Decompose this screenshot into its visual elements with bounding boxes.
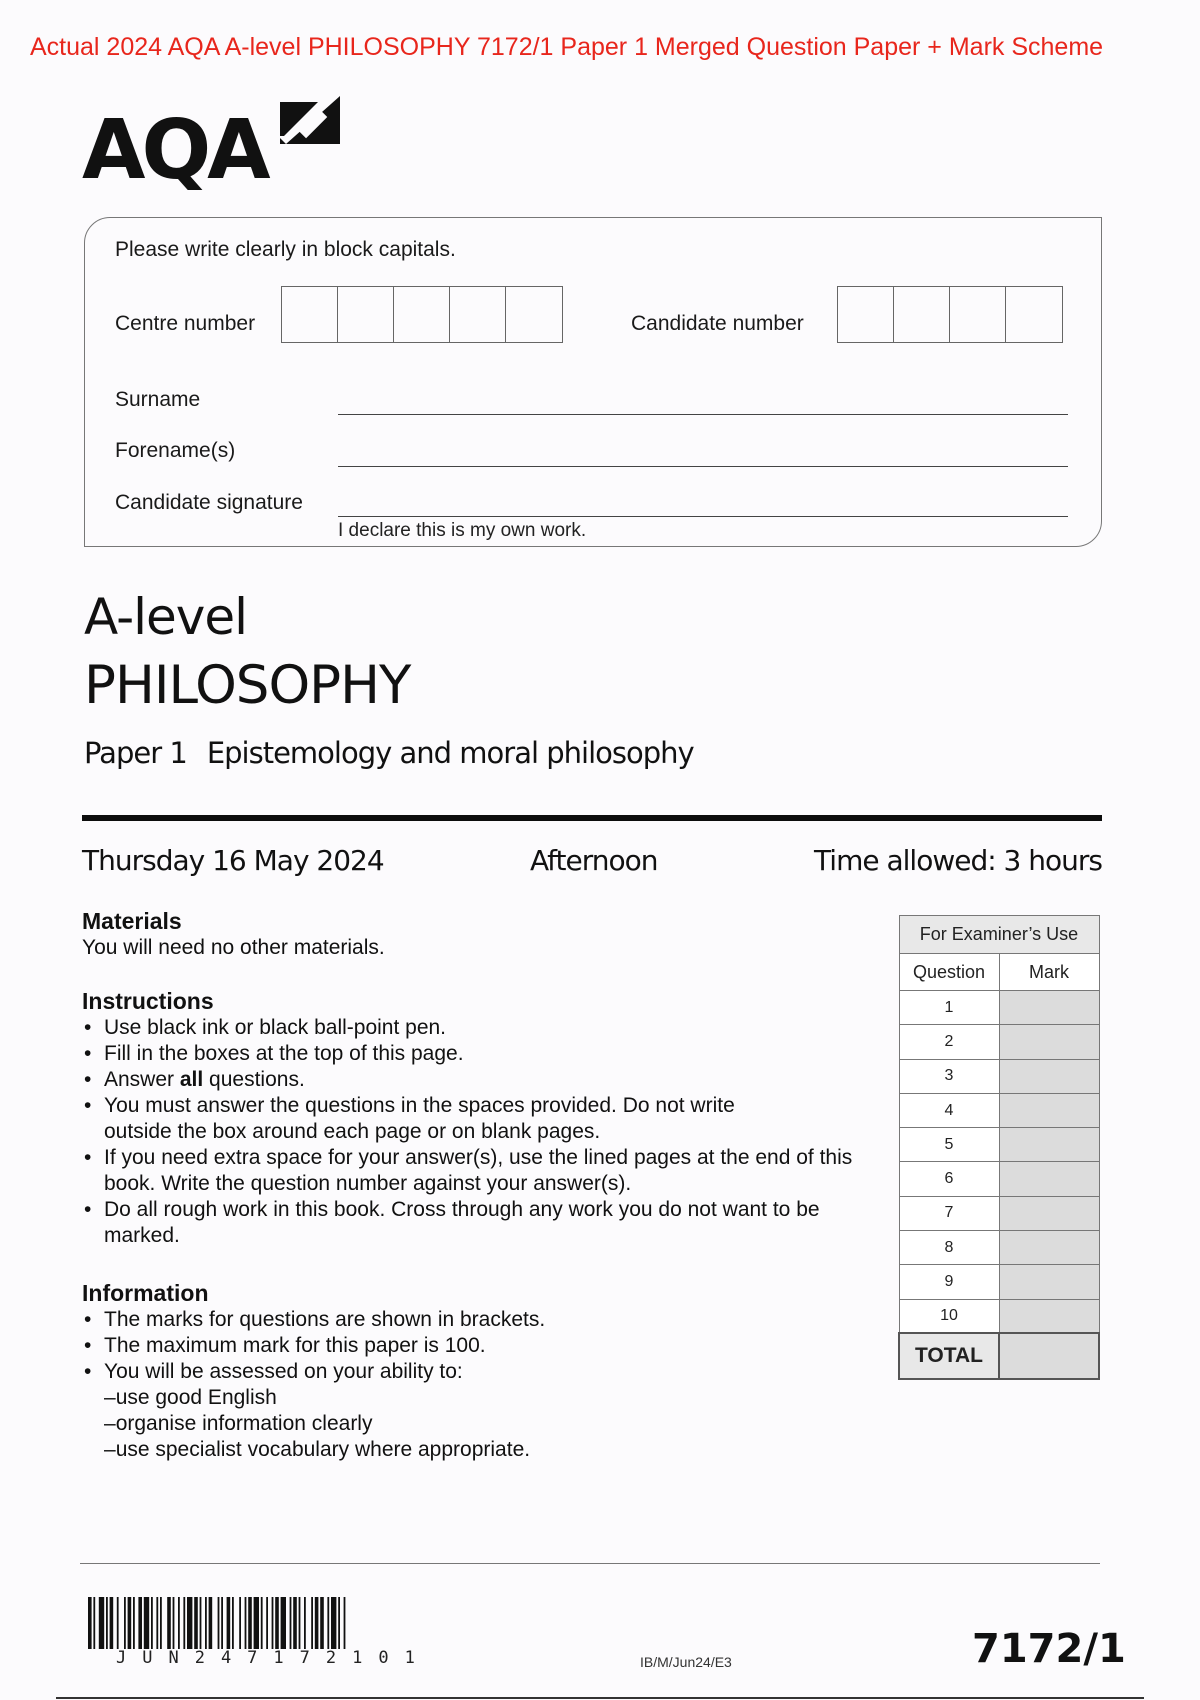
centre-number-digit-box[interactable]: [394, 287, 450, 342]
information-item: • The maximum mark for this paper is 100.: [82, 1333, 872, 1359]
forenames-line[interactable]: [338, 466, 1068, 467]
barcode-bar: [133, 1597, 135, 1649]
mark-cell: [999, 1059, 1099, 1093]
centre-number-boxes[interactable]: [281, 286, 563, 343]
mark-cell: [999, 1265, 1099, 1299]
question-number-cell: 8: [899, 1231, 999, 1265]
barcode-bar: [128, 1597, 132, 1649]
instruction-item: • Fill in the boxes at the top of this page.: [82, 1041, 872, 1067]
examiner-table-row: [899, 1196, 1099, 1230]
question-column-header: Question: [899, 954, 999, 991]
barcode-bar: [167, 1597, 171, 1649]
information-list: [82, 1307, 872, 1385]
assessment-criterion: – use good English: [104, 1385, 872, 1411]
mark-cell: [999, 1128, 1099, 1162]
qualification-level: A-level: [84, 588, 248, 646]
centre-number-label: Centre number: [115, 312, 256, 335]
barcode-bar: [178, 1597, 180, 1649]
question-number-cell: 2: [899, 1025, 999, 1059]
block-capitals-instruction: Please write clearly in block capitals.: [115, 238, 456, 261]
question-number-cell: 9: [899, 1265, 999, 1299]
barcode-bar: [344, 1597, 346, 1649]
barcode-bar: [151, 1597, 153, 1649]
signature-label: Candidate signature: [115, 491, 303, 514]
assessment-criteria-list: [82, 1385, 872, 1463]
barcode-bar: [156, 1597, 158, 1649]
mark-cell: [999, 1299, 1099, 1333]
barcode-bar: [106, 1597, 108, 1649]
question-number-cell: 7: [899, 1196, 999, 1230]
paper-number: Paper 1: [84, 736, 187, 770]
examiner-table-row: [899, 1128, 1099, 1162]
time-allowed: Time allowed: 3 hours: [814, 844, 1102, 877]
barcode-bar: [117, 1597, 119, 1649]
materials-text: You will need no other materials.: [82, 936, 385, 959]
barcode-bar: [261, 1597, 263, 1649]
instruction-item: • Answer all questions.: [82, 1067, 872, 1093]
instructions-heading: Instructions: [82, 988, 214, 1014]
barcode-bar: [338, 1597, 340, 1649]
barcode-bar: [88, 1597, 92, 1649]
examiner-table-row: [899, 1231, 1099, 1265]
barcode-bar: [290, 1597, 292, 1649]
bottom-rule: [56, 1697, 1144, 1699]
barcode-text: JUN247172101: [116, 1648, 431, 1668]
barcode-bar: [110, 1597, 114, 1649]
instruction-item: • You must answer the questions in the spaces provided. Do not write outside the box around each page or on blank pages.: [82, 1093, 804, 1145]
examiner-table-row: [899, 1059, 1099, 1093]
total-label: TOTAL: [899, 1333, 999, 1379]
barcode-bar: [315, 1597, 319, 1649]
barcode-bar: [311, 1597, 313, 1649]
barcode-bar: [299, 1597, 301, 1649]
examiner-table-row: [899, 1265, 1099, 1299]
barcode-bar: [275, 1597, 279, 1649]
barcode-bar: [99, 1597, 104, 1649]
exam-session: Afternoon: [530, 844, 658, 877]
information-section: [82, 1280, 872, 1463]
instructions-section: [82, 988, 872, 1249]
barcode-bar: [331, 1597, 336, 1649]
question-number-cell: 6: [899, 1162, 999, 1196]
instruction-item: • Use black ink or black ball-point pen.: [82, 1015, 872, 1041]
barcode-bar: [293, 1597, 297, 1649]
heading-rule: [82, 815, 1102, 821]
mark-column-header: Mark: [999, 954, 1099, 991]
barcode-bar: [93, 1597, 95, 1649]
barcode-bar: [124, 1597, 126, 1649]
forenames-label: Forename(s): [115, 439, 236, 462]
candidate-number-digit-box[interactable]: [838, 287, 894, 342]
mark-cell: [999, 991, 1099, 1025]
examiner-table-row: [899, 1162, 1099, 1196]
candidate-details-box: [84, 217, 1102, 547]
document-reference: IB/M/Jun24/E3: [640, 1654, 732, 1670]
question-number-cell: 1: [899, 991, 999, 1025]
examiner-table-title: For Examiner’s Use: [899, 916, 1099, 954]
candidate-number-digit-box[interactable]: [1006, 287, 1062, 342]
barcode-bar: [160, 1597, 162, 1649]
assessment-criterion: – use specialist vocabulary where appropriate.: [104, 1437, 872, 1463]
question-number-cell: 3: [899, 1059, 999, 1093]
total-mark-cell: [999, 1333, 1099, 1379]
barcode-bar: [144, 1597, 149, 1649]
centre-number-digit-box[interactable]: [450, 287, 506, 342]
candidate-number-digit-box[interactable]: [894, 287, 950, 342]
examiner-table-row: [899, 1093, 1099, 1127]
barcode-bar: [194, 1597, 198, 1649]
mark-cell: [999, 1231, 1099, 1265]
exam-date: Thursday 16 May 2024: [82, 844, 384, 877]
barcode-bar: [254, 1597, 259, 1649]
surname-line[interactable]: [338, 414, 1068, 415]
barcode-bar: [281, 1597, 286, 1649]
aqa-logo-text: AQA: [82, 103, 267, 190]
materials-section: [82, 908, 872, 961]
barcode-bar: [187, 1597, 192, 1649]
candidate-number-digit-box[interactable]: [950, 287, 1006, 342]
paper-title: [84, 736, 694, 770]
barcode-bar: [221, 1597, 223, 1649]
barcode-bar: [239, 1597, 241, 1649]
examiner-table-row: [899, 1025, 1099, 1059]
footer-rule: [80, 1563, 1100, 1564]
question-number-cell: 10: [899, 1299, 999, 1333]
subject-title: PHILOSOPHY: [84, 655, 411, 716]
barcode-bar: [218, 1597, 220, 1649]
barcode-bar: [245, 1597, 247, 1649]
surname-label: Surname: [115, 388, 201, 411]
assessment-criterion: – organise information clearly: [104, 1411, 872, 1437]
instruction-item: • If you need extra space for your answer(s), use the lined pages at the end of this book. Write the question number against your answer(s).: [82, 1145, 884, 1197]
paper-topic: Epistemology and moral philosophy: [206, 736, 694, 770]
mark-cell: [999, 1196, 1099, 1230]
barcode-bar: [266, 1597, 268, 1649]
barcode-bar: [173, 1597, 175, 1649]
barcode-bar: [200, 1597, 202, 1649]
barcode-bar: [232, 1597, 234, 1649]
barcode-bar: [304, 1597, 306, 1649]
barcode-bar: [138, 1597, 142, 1649]
information-item: • You will be assessed on your ability to:: [82, 1359, 872, 1385]
information-heading: Information: [82, 1280, 209, 1306]
mark-cell: [999, 1025, 1099, 1059]
centre-number-digit-box[interactable]: [282, 287, 338, 342]
barcode-bar: [209, 1597, 213, 1649]
examiner-table-row: [899, 1299, 1099, 1333]
barcode: [88, 1597, 472, 1649]
materials-heading: Materials: [82, 908, 182, 934]
aqa-logo: [82, 90, 352, 190]
information-item: • The marks for questions are shown in brackets.: [82, 1307, 872, 1333]
declaration-text: I declare this is my own work.: [338, 520, 587, 541]
mark-cell: [999, 1093, 1099, 1127]
barcode-bar: [205, 1597, 207, 1649]
candidate-number-label: Candidate number: [631, 312, 804, 335]
signature-line[interactable]: [338, 516, 1068, 517]
examiner-use-table: [898, 915, 1100, 1380]
barcode-bar: [248, 1597, 252, 1649]
mark-cell: [999, 1162, 1099, 1196]
candidate-number-boxes[interactable]: [837, 286, 1063, 343]
question-number-cell: 4: [899, 1093, 999, 1127]
barcode-bar: [327, 1597, 329, 1649]
centre-number-digit-box[interactable]: [506, 287, 562, 342]
paper-code: 7172/1: [972, 1626, 1126, 1672]
instructions-list: [82, 1015, 872, 1249]
examiner-table-row: [899, 991, 1099, 1025]
barcode-bar: [272, 1597, 274, 1649]
barcode-bar: [183, 1597, 185, 1649]
barcode-bar: [320, 1597, 324, 1649]
document-title-banner: Actual 2024 AQA A-level PHILOSOPHY 7172/1 Paper 1 Merged Question Paper + Mark Scheme: [30, 33, 1104, 61]
centre-number-digit-box[interactable]: [338, 287, 394, 342]
question-number-cell: 5: [899, 1128, 999, 1162]
barcode-bar: [227, 1597, 231, 1649]
instruction-item: • Do all rough work in this book. Cross through any work you do not want to be marked.: [82, 1197, 844, 1249]
